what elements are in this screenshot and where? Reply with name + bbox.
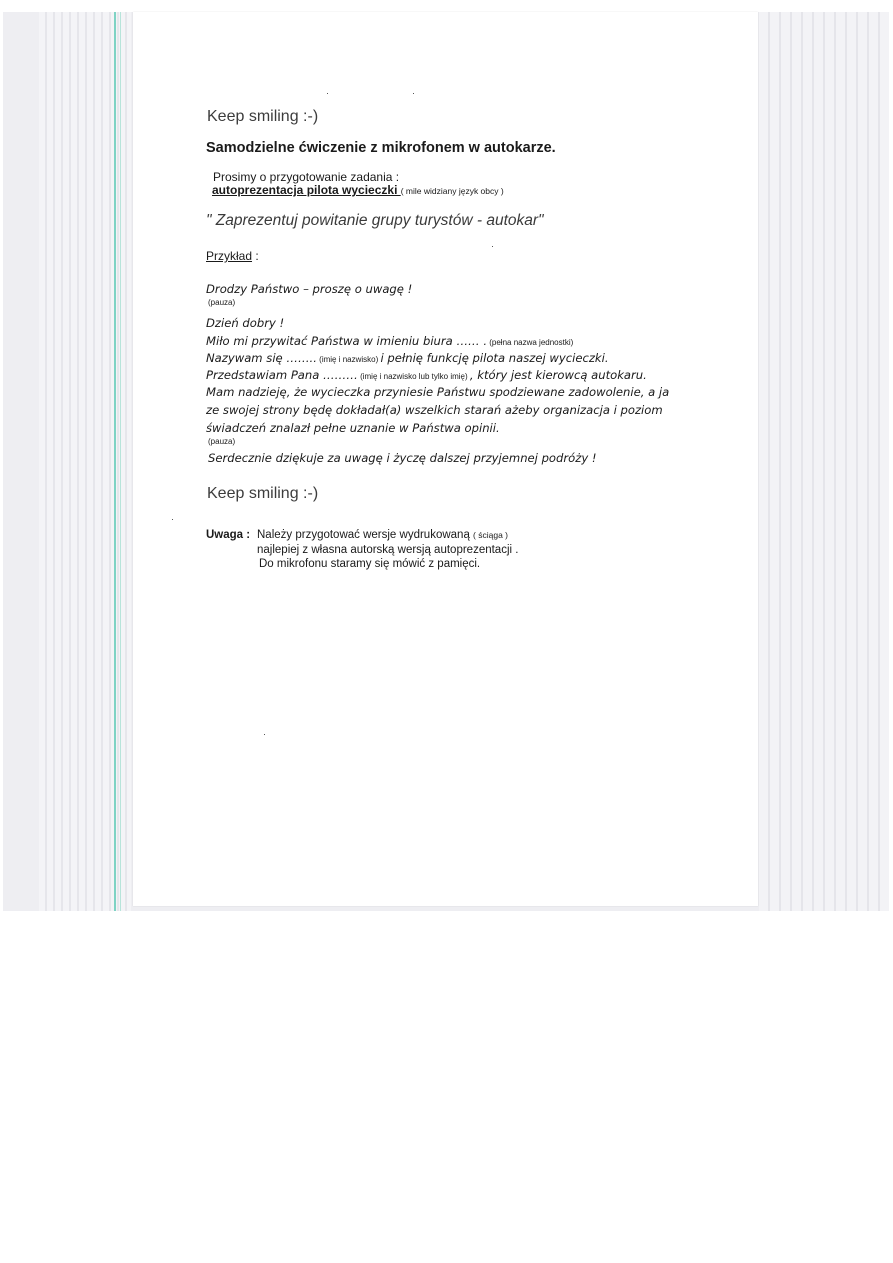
speech-line-7: ze swojej strony będę dokładał(a) wszelkich starań ażeby organizacja i poziom bbox=[206, 403, 663, 417]
task-name: autoprezentacja pilota wycieczki bbox=[212, 183, 401, 197]
note-line-3: Do mikrofonu staramy się mówić z pamięci. bbox=[259, 558, 481, 570]
scan-speck bbox=[327, 93, 328, 94]
speech-line-4 bbox=[206, 351, 609, 365]
note-line-2: najlepiej z własna autorską wersją autoprezentacji . bbox=[257, 544, 519, 556]
scan-edge-line bbox=[114, 12, 116, 911]
note-line-1 bbox=[257, 529, 508, 541]
speech-line-1: Drodzy Państwo – proszę o uwagę ! bbox=[206, 282, 413, 296]
note-aside: ( ściąga ) bbox=[473, 530, 509, 540]
speech-text: Miło mi przywitać Państwa w imieniu biura …… . bbox=[206, 334, 488, 348]
speech-line-5 bbox=[206, 368, 647, 382]
example-heading bbox=[206, 249, 259, 263]
example-suffix: : bbox=[252, 249, 259, 263]
placeholder-note: (imię i nazwisko lub tylko imię) bbox=[357, 372, 470, 381]
request-line: Prosimy o przygotowanie zadania : bbox=[213, 170, 400, 184]
speech-line-8: świadczeń znalazł pełne uznanie w Państwa opinii. bbox=[206, 421, 500, 435]
speech-text: Nazywam się …….. bbox=[206, 351, 317, 365]
scan-speck bbox=[492, 246, 493, 247]
speech-text: , który jest kierowcą autokaru. bbox=[469, 368, 647, 382]
exercise-quote: " Zaprezentuj powitanie grupy turystów - autokar" bbox=[206, 212, 544, 229]
scan-speck bbox=[413, 93, 414, 94]
speech-line-6: Mam nadzieję, że wycieczka przyniesie Państwu spodziewane zadowolenie, a ja bbox=[206, 385, 670, 399]
scan-speck bbox=[172, 519, 173, 520]
task-note: ( mile widziany język obcy ) bbox=[400, 186, 504, 196]
task-line bbox=[212, 183, 504, 197]
pause-note: (pauza) bbox=[208, 298, 236, 307]
speech-text: i pełnię funkcję pilota naszej wycieczki. bbox=[380, 351, 609, 365]
pause-note: (pauza) bbox=[208, 437, 236, 446]
keep-smiling-footer: Keep smiling :-) bbox=[207, 485, 319, 502]
note-text: Należy przygotować wersje wydrukowaną bbox=[257, 529, 474, 541]
speech-line-3 bbox=[206, 334, 573, 348]
placeholder-note: (imię i nazwisko) bbox=[316, 355, 381, 364]
speech-line-2: Dzień dobry ! bbox=[206, 316, 285, 330]
document-title: Samodzielne ćwiczenie z mikrofonem w autokarze. bbox=[206, 140, 556, 156]
speech-text: Przedstawiam Pana ……… bbox=[206, 368, 358, 382]
scan-edge-line-secondary bbox=[120, 12, 121, 911]
speech-line-9: Serdecznie dziękuje za uwagę i życzę dalszej przyjemnej podróży ! bbox=[208, 451, 597, 465]
keep-smiling-heading: Keep smiling :-) bbox=[207, 108, 319, 125]
note-label: Uwaga : bbox=[206, 529, 251, 541]
scan-speck bbox=[264, 734, 265, 735]
placeholder-note: (pełna nazwa jednostki) bbox=[487, 338, 574, 347]
example-label: Przykład bbox=[206, 249, 253, 263]
